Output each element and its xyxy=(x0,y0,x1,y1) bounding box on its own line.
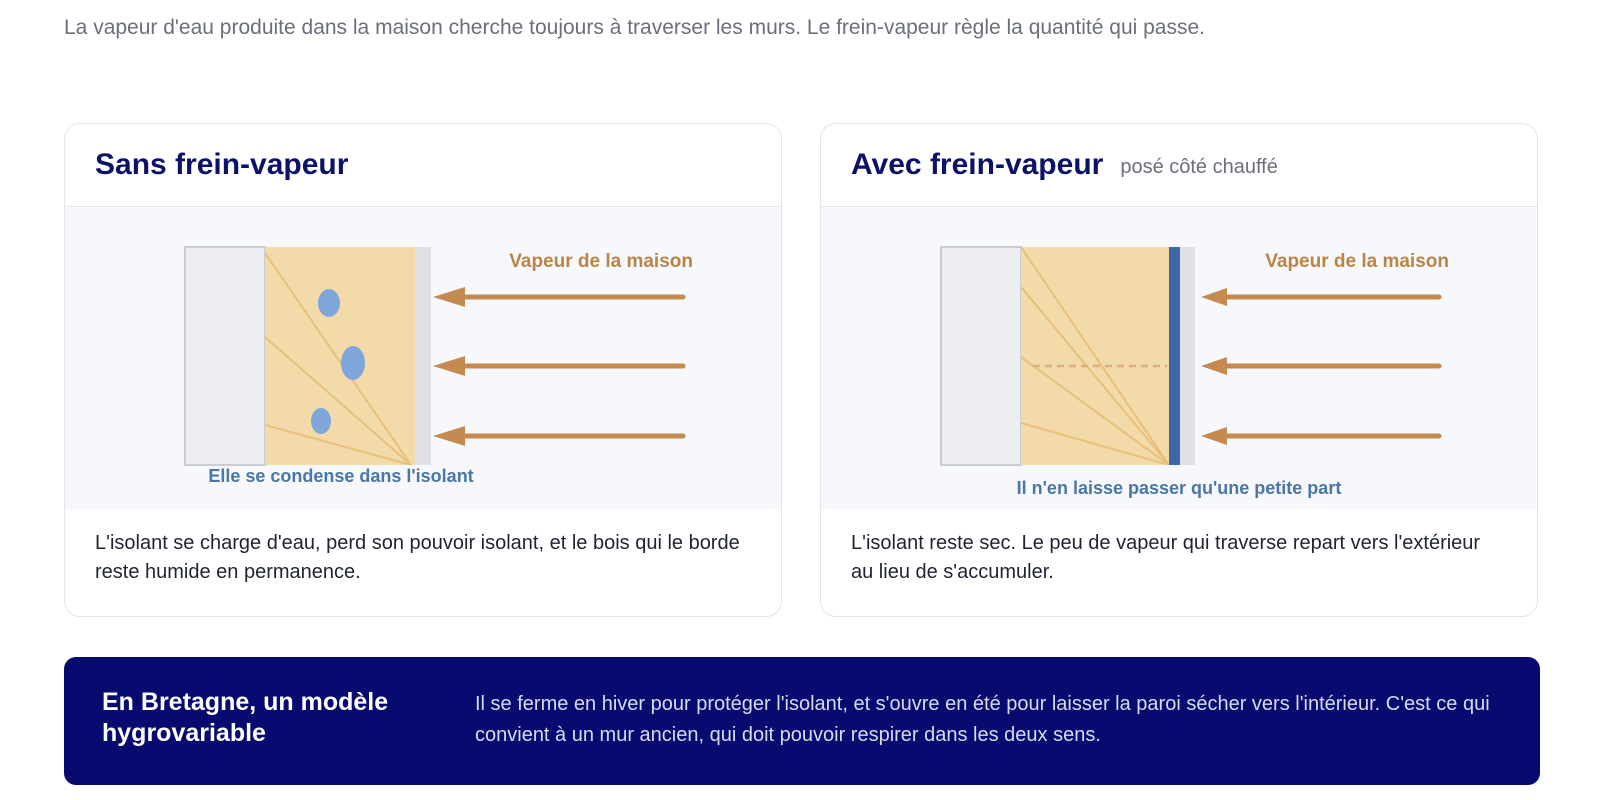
card-subtitle: posé côté chauffé xyxy=(1120,155,1278,178)
interior-lining xyxy=(415,247,431,465)
intro-text: La vapeur d'eau produite dans la maison cherche toujours à traverser les murs. Le frein-vapeur règle la quantité qui passe. xyxy=(64,16,1205,39)
masonry-layer xyxy=(941,247,1021,465)
vapour-arrow-head xyxy=(1201,288,1227,306)
vapour-arrow-head xyxy=(433,356,465,376)
card-with-vapour-barrier xyxy=(820,123,1538,617)
wall-diagram-with-barrier xyxy=(821,207,1537,509)
masonry-layer xyxy=(185,247,265,465)
interior-lining xyxy=(1180,247,1195,465)
hygrovariable-banner xyxy=(64,657,1540,785)
diagram-caption: Elle se condense dans l'isolant xyxy=(208,466,474,486)
vapour-arrow-head xyxy=(1201,357,1227,375)
vapour-arrows xyxy=(433,287,683,446)
card-description: L'isolant se charge d'eau, perd son pouvoir isolant, et le bois qui le borde reste humide en permanence. xyxy=(95,532,740,583)
condensation-drop xyxy=(341,346,365,380)
diagram-caption: Il n'en laisse passer qu'une petite part xyxy=(1016,478,1342,498)
vapour-label: Vapeur de la maison xyxy=(1265,251,1449,272)
vapour-arrow-head xyxy=(433,426,465,446)
vapour-arrows xyxy=(1201,288,1439,445)
wall-diagram-svg xyxy=(821,207,1537,509)
vapour-label: Vapeur de la maison xyxy=(509,251,693,272)
card-title: Avec frein-vapeur xyxy=(851,148,1104,181)
vapour-arrow-head xyxy=(433,287,465,307)
wall-diagram-svg xyxy=(65,207,781,509)
card-header xyxy=(821,124,1537,207)
condensation-drop xyxy=(311,408,331,434)
card-description: L'isolant reste sec. Le peu de vapeur qui traverse repart vers l'extérieur au lieu de s'accumuler. xyxy=(851,532,1481,583)
banner-title: En Bretagne, un modèle hygrovariable xyxy=(102,688,389,747)
vapour-arrow-head xyxy=(1201,427,1227,445)
vapour-barrier-membrane xyxy=(1169,247,1180,465)
card-header xyxy=(65,124,781,207)
wall-diagram-without-barrier xyxy=(65,207,781,509)
condensation-drop xyxy=(318,289,340,317)
banner-text: Il se ferme en hiver pour protéger l'isolant, et s'ouvre en été pour laisser la paroi sécher vers l'intérieur. C'est ce qui convient à un mur ancien, qui doit pouvoir respirer dans les deux sens. xyxy=(475,693,1490,746)
card-without-vapour-barrier xyxy=(64,123,782,617)
card-title: Sans frein-vapeur xyxy=(95,148,349,181)
